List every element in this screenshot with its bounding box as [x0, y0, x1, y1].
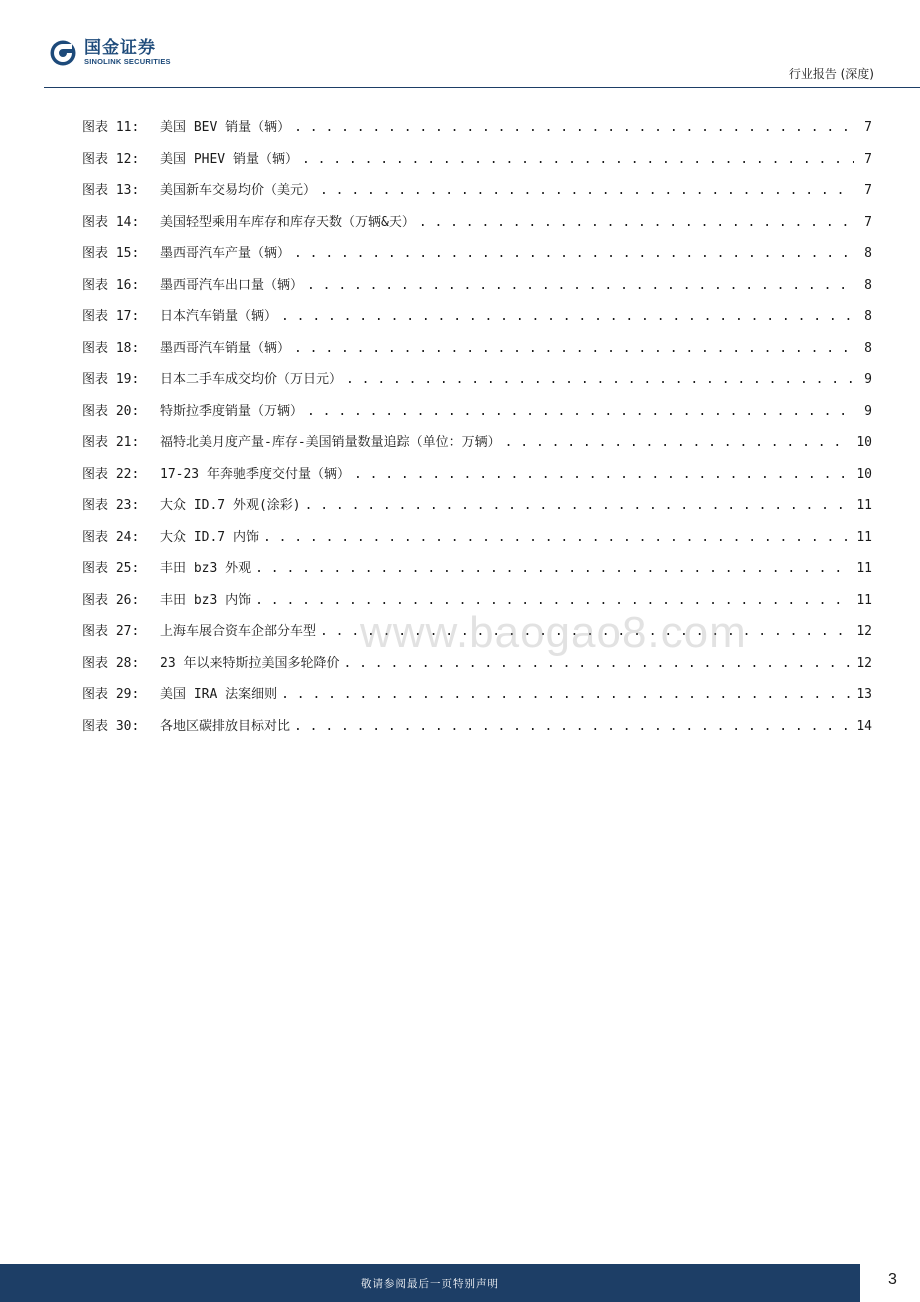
toc-entry-title: 各地区碳排放目标对比 — [160, 718, 291, 734]
toc-dot-leader — [281, 685, 852, 705]
toc-entry[interactable] — [82, 559, 872, 591]
toc-entry-page: 11 — [856, 498, 872, 513]
toc-entry-title: 17-23 年奔驰季度交付量（辆） — [160, 466, 350, 482]
toc-entry-label: 图表 27: — [82, 624, 140, 639]
toc-entry-page: 12 — [856, 655, 872, 671]
toc-entry-label: 图表 13: — [82, 183, 140, 198]
toc-entry-label: 图表 15: — [82, 246, 140, 261]
toc-entry-title: 大众 ID.7 外观(涂彩) — [160, 498, 301, 513]
page-number: 3 — [888, 1271, 897, 1288]
toc-entry-title: 美国 IRA 法案细则 — [160, 687, 278, 702]
watermark: www.baogao8.com — [360, 608, 747, 657]
toc-dot-leader — [305, 496, 853, 516]
toc-entry-label: 图表 23: — [82, 498, 140, 513]
toc-dot-leader — [307, 402, 854, 422]
toc-entry-page: 7 — [864, 120, 872, 135]
toc-entry-title: 福特北美月度产量-库存-美国销量数量追踪（单位：万辆） — [160, 435, 501, 450]
toc-entry[interactable] — [82, 276, 872, 308]
toc-dot-leader — [307, 276, 854, 296]
toc-entry-title: 特斯拉季度销量（万辆） — [160, 403, 304, 419]
footer-disclaimer: 敬请参阅最后一页特别声明 — [361, 1277, 499, 1290]
toc-entry-title: 美国 PHEV 销量（辆） — [160, 151, 298, 167]
header-divider — [44, 87, 920, 88]
toc-dot-leader — [255, 559, 852, 579]
toc-entry-label: 图表 20: — [82, 403, 140, 419]
toc-entry-label: 图表 29: — [82, 687, 140, 702]
toc-entry[interactable] — [82, 307, 872, 339]
toc-entry-label: 图表 30: — [82, 718, 140, 734]
toc-entry-page: 8 — [864, 246, 872, 261]
toc-entry-label: 图表 12: — [82, 151, 140, 167]
toc-entry-label: 图表 24: — [82, 529, 140, 545]
toc-entry[interactable] — [82, 528, 872, 560]
toc-entry-page: 8 — [864, 309, 872, 324]
toc-entry-label: 图表 19: — [82, 372, 140, 387]
toc-entry-label: 图表 22: — [82, 466, 140, 482]
toc-dot-leader — [346, 370, 854, 390]
toc-entry-page: 7 — [864, 214, 872, 230]
toc-dot-leader — [263, 528, 852, 548]
toc-dot-leader — [294, 717, 852, 737]
sinolink-logo-icon — [50, 40, 76, 66]
toc-entry[interactable] — [82, 150, 872, 182]
toc-entry-page: 9 — [864, 372, 872, 387]
toc-entry-page: 11 — [856, 529, 872, 545]
toc-entry-page: 10 — [856, 466, 872, 482]
toc-entry-page: 11 — [856, 561, 872, 576]
toc-entry-title: 美国 BEV 销量（辆） — [160, 120, 291, 135]
toc-entry[interactable] — [82, 118, 872, 150]
toc-entry-title: 美国新车交易均价（美元） — [160, 183, 317, 198]
toc-entry[interactable] — [82, 370, 872, 402]
toc-entry-title: 上海车展合资车企部分车型 — [160, 624, 317, 639]
toc-entry-label: 图表 14: — [82, 214, 140, 230]
toc-dot-leader — [302, 150, 854, 170]
toc-entry-label: 图表 28: — [82, 655, 140, 671]
toc-entry-page: 8 — [864, 277, 872, 293]
toc-entry-title: 23 年以来特斯拉美国多轮降价 — [160, 655, 340, 671]
toc-entry-title: 丰田 bz3 内饰 — [160, 592, 252, 608]
toc-entry-title: 日本二手车成交均价（万日元） — [160, 372, 343, 387]
company-logo — [50, 37, 171, 69]
toc-entry[interactable] — [82, 213, 872, 245]
toc-entry-title: 大众 ID.7 内饰 — [160, 529, 259, 545]
toc-dot-leader — [294, 244, 854, 264]
toc-entry[interactable] — [82, 654, 872, 686]
toc-entry[interactable] — [82, 433, 872, 465]
toc-entry[interactable] — [82, 717, 872, 749]
toc-entry-title: 墨西哥汽车销量（辆） — [160, 340, 291, 356]
toc-entry-page: 10 — [856, 435, 872, 450]
toc-entry-page: 11 — [856, 592, 872, 608]
toc-entry[interactable] — [82, 181, 872, 213]
toc-entry-title: 日本汽车销量（辆） — [160, 309, 278, 324]
toc-entry-label: 图表 26: — [82, 592, 140, 608]
toc-entry-title: 丰田 bz3 外观 — [160, 561, 252, 576]
toc-dot-leader — [294, 118, 854, 138]
toc-entry-page: 13 — [856, 687, 872, 702]
toc-dot-leader — [294, 339, 854, 359]
toc-entry-label: 图表 25: — [82, 561, 140, 576]
toc-entry[interactable] — [82, 685, 872, 717]
toc-entry[interactable] — [82, 339, 872, 371]
toc-entry-label: 图表 11: — [82, 120, 140, 135]
toc-entry-label: 图表 17: — [82, 309, 140, 324]
toc-entry-page: 7 — [864, 183, 872, 198]
toc-entry-label: 图表 21: — [82, 435, 140, 450]
toc-dot-leader — [505, 433, 853, 453]
toc-entry-label: 图表 18: — [82, 340, 140, 356]
toc-entry-page: 7 — [864, 151, 872, 167]
toc-entry-title: 墨西哥汽车产量（辆） — [160, 246, 291, 261]
toc-dot-leader — [419, 213, 854, 233]
toc-entry-title: 美国轻型乘用车库存和库存天数（万辆&天） — [160, 214, 415, 230]
logo-english-name: SINOLINK SECURITIES — [84, 57, 171, 66]
toc-entry-label: 图表 16: — [82, 277, 140, 293]
toc-entry[interactable] — [82, 496, 872, 528]
toc-entry-title: 墨西哥汽车出口量（辆） — [160, 277, 304, 293]
toc-dot-leader — [354, 465, 852, 485]
toc-dot-leader — [320, 181, 854, 201]
toc-entry-page: 9 — [864, 403, 872, 419]
page-header — [0, 0, 920, 90]
toc-dot-leader — [281, 307, 854, 327]
toc-entry[interactable] — [82, 402, 872, 434]
toc-entry[interactable] — [82, 465, 872, 497]
toc-entry-page: 14 — [856, 718, 872, 734]
report-type-label: 行业报告 (深度) — [788, 67, 874, 81]
toc-entry-page: 12 — [856, 624, 872, 639]
toc-entry-page: 8 — [864, 340, 872, 356]
toc-entry[interactable] — [82, 244, 872, 276]
logo-chinese-name: 国金证券 — [84, 38, 156, 58]
